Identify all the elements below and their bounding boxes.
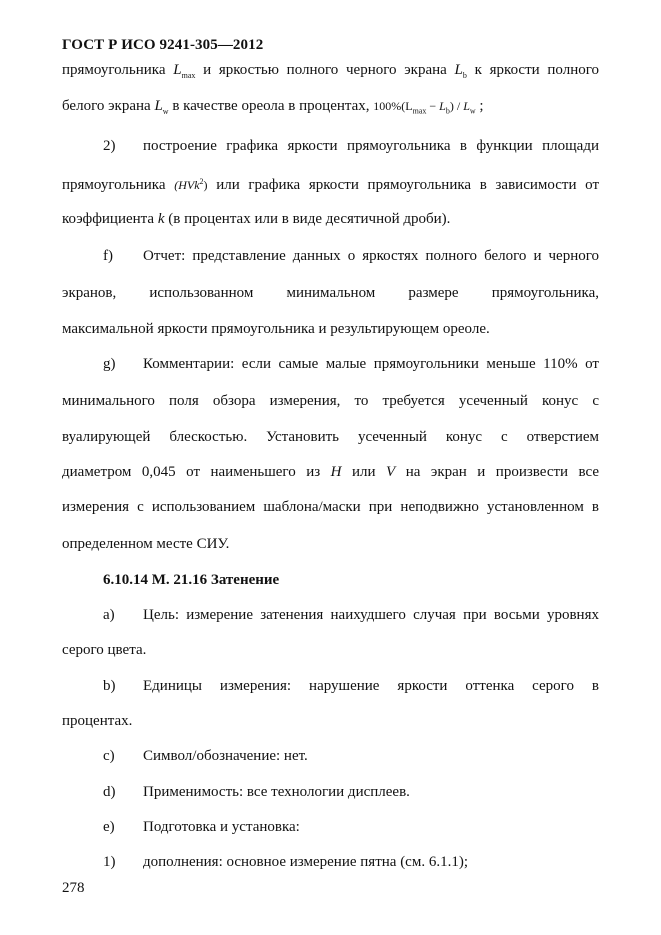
text-span: в качестве ореола в процентах, (172, 98, 370, 114)
list-number: g) (103, 356, 116, 372)
list-number: d) (103, 784, 116, 800)
list-number: b) (103, 678, 116, 694)
halo-formula: $100\%(L_{max} - L_b) / L_w$ (373, 99, 476, 116)
text-line: вуалирующей блескостью. Установить усеченный конус с отверстием (62, 429, 599, 445)
math-L-max: $L_{max}$ (173, 62, 196, 80)
text-line: диаметром 0,045 от наименьшего из H или V на экран и произвести все (62, 464, 600, 480)
list-number: 1) (103, 854, 116, 870)
text-line: серого цвета. (62, 642, 147, 658)
text-line: построение графика яркости прямоугольника в функции площади (143, 138, 599, 154)
text-line: Цель: измерение затенения наихудшего случая при восьми уровнях (143, 607, 599, 623)
text-span: к яркости полного (474, 62, 600, 78)
list-number: f) (103, 248, 113, 264)
text-line: Подготовка и установка: (143, 819, 300, 835)
text-line (62, 61, 599, 85)
list-number: e) (103, 819, 115, 835)
text-line: измерения с использованием шаблона/маски при неподвижно установленном в (62, 499, 599, 515)
text-line: прямоугольника (HVk$^2$) или графика яркости прямоугольника в зависимости от (62, 177, 600, 193)
text-line: минимального поля обзора измерения, то требуется усеченный конус с (62, 393, 599, 409)
text-line (62, 97, 484, 121)
section-heading: 6.10.14 М. 21.16 Затенение (103, 572, 280, 588)
text-line: экранов, использованном минимальном размере прямоугольника, (62, 285, 599, 301)
text-line: максимальной яркости прямоугольника и результирующем ореоле. (62, 321, 490, 337)
text-line: Применимость: все технологии дисплеев. (143, 784, 410, 800)
math-L-b: $L_b$ (454, 62, 467, 80)
text-span: ; (479, 98, 484, 114)
text-line: коэффициента k (в процентах или в виде десятичной дроби). (62, 211, 451, 227)
list-number: a) (103, 607, 115, 623)
text-line: Отчет: представление данных о яркостях полного белого и черного (143, 248, 599, 264)
text-span: и яркостью полного черного экрана (203, 62, 447, 78)
list-number: 2) (103, 138, 116, 154)
text-line: определенном месте СИУ. (62, 536, 230, 552)
text-line: дополнения: основное измерение пятна (см. 6.1.1); (143, 854, 468, 870)
text-line: процентах. (62, 713, 133, 729)
math-HVk2: (HVk$^2$) (174, 177, 208, 192)
math-L-w: $L_w$ (154, 98, 169, 116)
text-span: белого экрана (62, 98, 151, 114)
text-line: Символ/обозначение: нет. (143, 748, 308, 764)
page-number: 278 (62, 880, 85, 896)
text-span: прямоугольника (62, 62, 166, 78)
text-line: Единицы измерения: нарушение яркости оттенка серого в (143, 678, 599, 694)
list-number: c) (103, 748, 115, 764)
document-header: ГОСТ Р ИСО 9241-305—2012 (62, 37, 264, 53)
text-line: Комментарии: если самые малые прямоугольники меньше 110% от (143, 356, 599, 372)
